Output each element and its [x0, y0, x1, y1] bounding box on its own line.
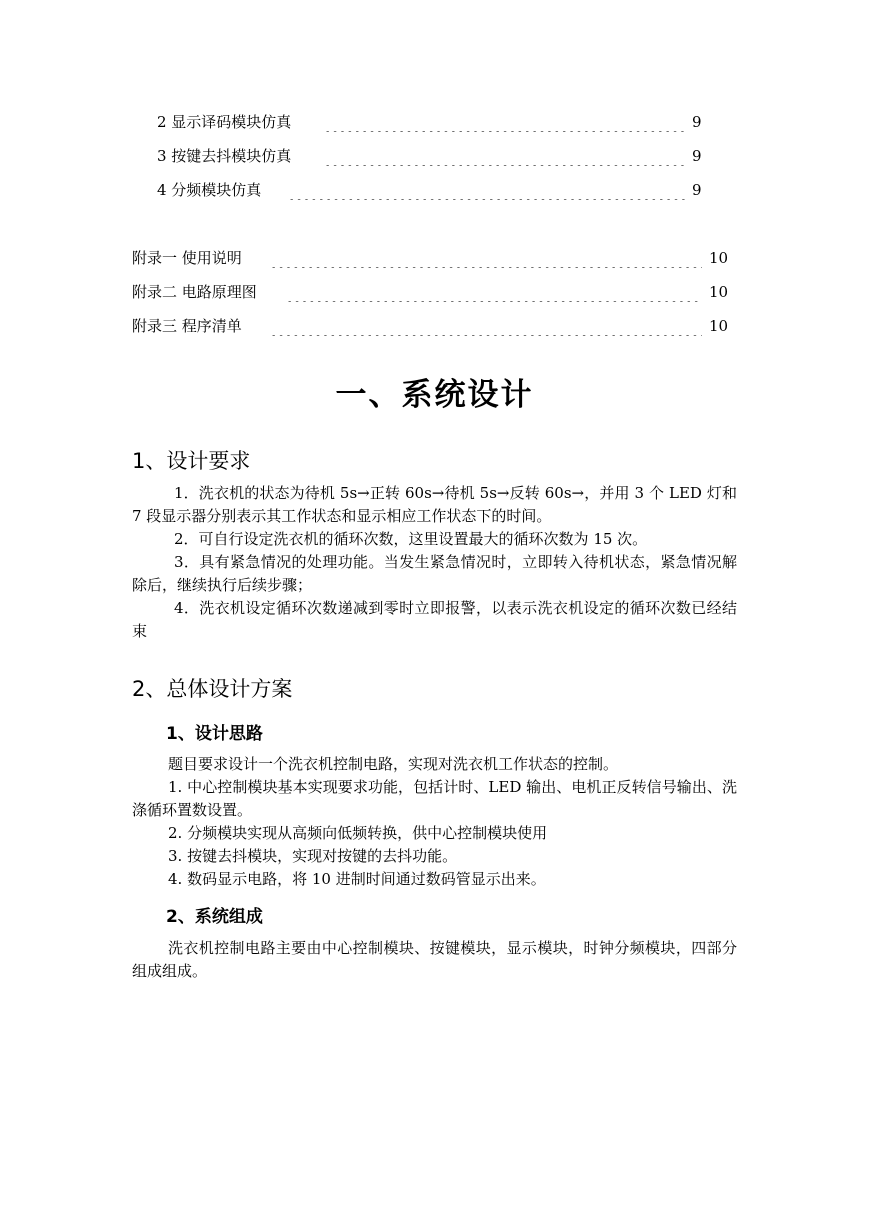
- subsection-heading-system-composition: 2、系统组成: [166, 907, 263, 927]
- design-idea-item: 2. 分频模块实现从高频向低频转换，供中心控制模块使用: [168, 824, 548, 842]
- toc-leader-dots: [286, 282, 702, 302]
- toc-entry-label: 附录二 电路原理图: [132, 283, 257, 301]
- toc-entry-page: 10: [709, 283, 729, 301]
- toc-entry-page: 9: [692, 181, 702, 199]
- requirement-item: 4．洗衣机设定循环次数递减到零时立即报警，以表示洗衣机设定的循环次数已经结束: [132, 599, 737, 640]
- design-idea-item: 1. 中心控制模块基本实现要求功能，包括计时、LED 输出、电机正反转信号输出、洗涤循环置数设置。: [132, 778, 737, 819]
- toc-entry[interactable]: [132, 316, 732, 336]
- toc-entry-label: 2 显示译码模块仿真: [157, 113, 292, 131]
- toc-entry-page: 10: [709, 317, 729, 335]
- toc-leader-dots: [288, 180, 688, 200]
- toc-leader-dots: [324, 146, 688, 166]
- toc-entry[interactable]: [132, 248, 732, 268]
- requirement-item: 2．可自行设定洗衣机的循环次数，这里设置最大的循环次数为 15 次。: [174, 530, 648, 548]
- toc-entry-label: 3 按键去抖模块仿真: [157, 147, 292, 165]
- requirements-list: [132, 482, 737, 643]
- toc-entry-page: 9: [692, 147, 702, 165]
- design-idea-item: 4. 数码显示电路，将 10 进制时间通过数码管显示出来。: [168, 870, 546, 888]
- toc-leader-dots: [270, 316, 702, 336]
- design-idea-item: 3. 按键去抖模块，实现对按键的去抖功能。: [168, 847, 458, 865]
- system-composition-paragraph: 洗衣机控制电路主要由中心控制模块、按键模块，显示模块，时钟分频模块，四部分组成组成。: [132, 939, 737, 980]
- toc-entry[interactable]: [157, 112, 701, 132]
- toc-leader-dots: [270, 248, 702, 268]
- requirement-item: 1．洗衣机的状态为待机 5s→正转 60s→待机 5s→反转 60s→，并用 3 个 LED 灯和 7 段显示器分别表示其工作状态和显示相应工作状态下的时间。: [132, 484, 737, 525]
- system-composition-text: [132, 937, 737, 983]
- requirement-item: 3．具有紧急情况的处理功能。当发生紧急情况时，立即转入待机状态，紧急情况解除后，继续执行后续步骤；: [132, 553, 737, 594]
- design-idea-list: [132, 753, 737, 891]
- toc-entry-label: 4 分频模块仿真: [157, 181, 262, 199]
- toc-entry-label: 附录一 使用说明: [132, 249, 242, 267]
- chapter-title: 一、系统设计: [335, 377, 534, 413]
- section-heading-requirements: 1、设计要求: [132, 449, 251, 473]
- toc-entry-page: 10: [709, 249, 729, 267]
- toc-entry[interactable]: [132, 282, 732, 302]
- toc-entry-label: 附录三 程序清单: [132, 317, 242, 335]
- toc-entry[interactable]: [157, 146, 701, 166]
- toc-entry-page: 9: [692, 113, 702, 131]
- subsection-heading-design-idea: 1、设计思路: [166, 724, 263, 744]
- design-idea-intro: 题目要求设计一个洗衣机控制电路，实现对洗衣机工作状态的控制。: [168, 755, 619, 773]
- toc-leader-dots: [324, 112, 688, 132]
- section-heading-overall-design: 2、总体设计方案: [132, 677, 293, 701]
- toc-entry[interactable]: [157, 180, 701, 200]
